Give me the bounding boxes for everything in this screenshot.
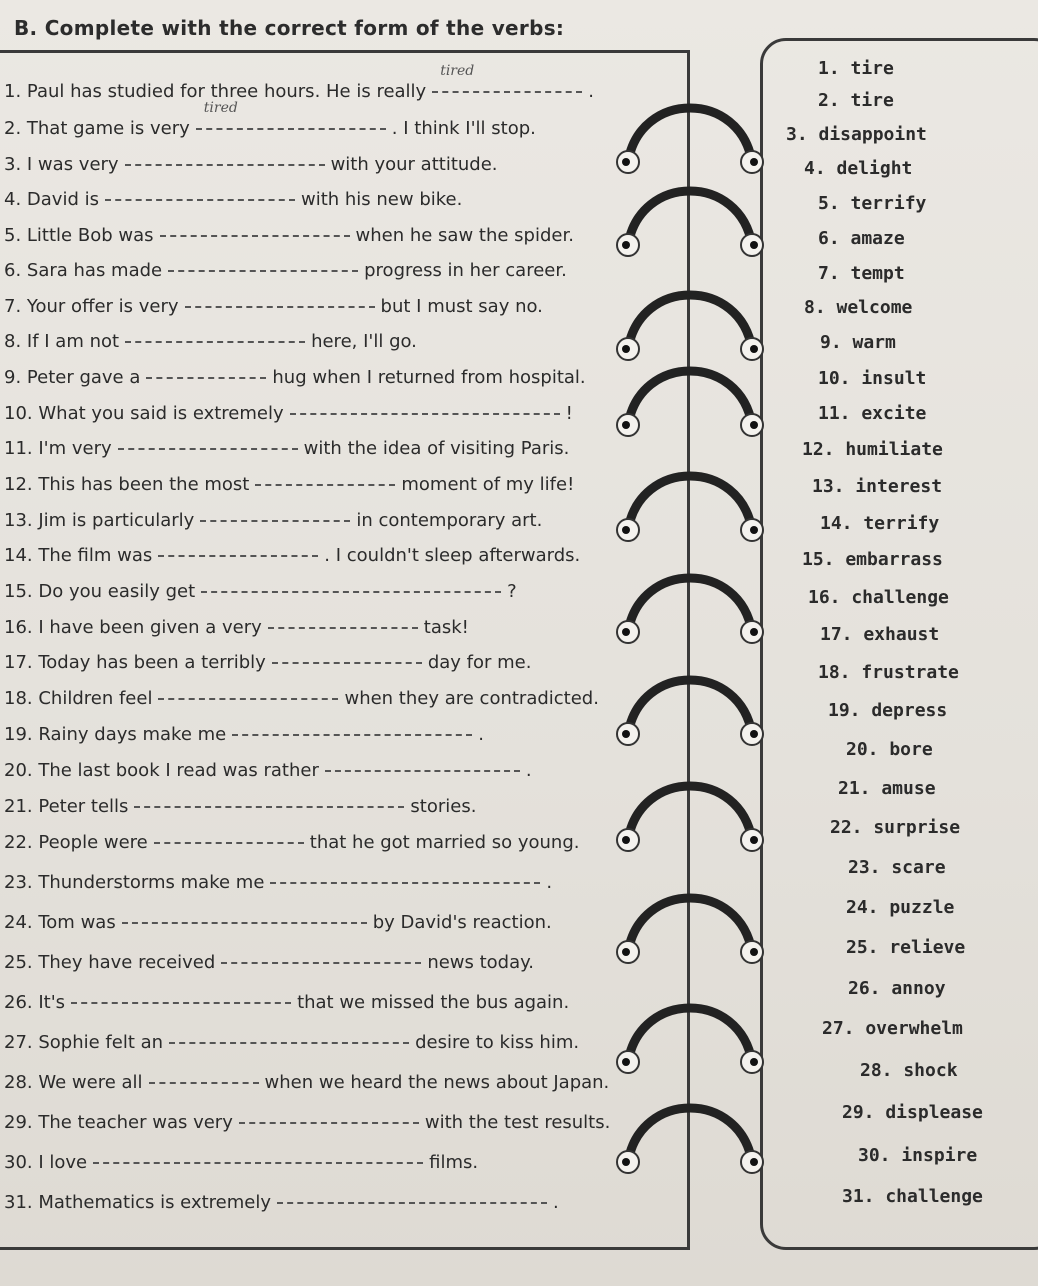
sentence-text-before: They have received xyxy=(38,952,216,973)
verb-item-7: 7. tempt xyxy=(818,263,905,284)
sentence-number: 11. xyxy=(4,438,39,459)
sentence-text-before: People were xyxy=(38,832,148,853)
sentence-text-after: task! xyxy=(423,617,469,638)
sentence-number: 6. xyxy=(4,260,27,281)
sentence-text-before: The teacher was very xyxy=(38,1112,233,1133)
sentence-text-before: Today has been a terribly xyxy=(38,652,266,673)
sentence-text-after: . I couldn't sleep afterwards. xyxy=(324,545,581,566)
sentence-16 xyxy=(4,617,469,638)
sentence-text-before: The film was xyxy=(38,545,153,566)
answer-blank[interactable] xyxy=(271,1192,553,1213)
sentence-20 xyxy=(4,760,532,781)
sentence-number: 12. xyxy=(4,474,39,495)
sentence-text-after: but I must say no. xyxy=(380,296,543,317)
sentence-4 xyxy=(4,189,462,210)
sentence-text-after: stories. xyxy=(410,796,477,817)
answer-blank[interactable] xyxy=(128,796,410,817)
sentence-text-after: . xyxy=(546,872,553,893)
answer-blank[interactable] xyxy=(249,474,401,495)
verb-item-21: 21. amuse xyxy=(838,778,936,799)
sentence-text-before: Mathematics is extremely xyxy=(38,1192,271,1213)
sentence-text-after: when he saw the spider. xyxy=(355,225,574,246)
sentence-text-before: What you said is extremely xyxy=(38,403,284,424)
sentence-text-after: with the idea of visiting Paris. xyxy=(303,438,570,459)
verb-item-23: 23. scare xyxy=(848,857,946,878)
sentence-10 xyxy=(4,403,573,424)
verb-item-9: 9. warm xyxy=(820,332,896,353)
binding-hole-center xyxy=(750,421,758,429)
verb-item-2: 2. tire xyxy=(818,90,894,111)
sentence-text-after: desire to kiss him. xyxy=(415,1032,580,1053)
sentence-number: 1. xyxy=(4,81,27,102)
sentence-text-before: Your offer is very xyxy=(26,296,179,317)
answer-blank[interactable] xyxy=(163,1032,415,1053)
answer-blank[interactable] xyxy=(143,1072,265,1093)
sentence-number: 23. xyxy=(4,872,39,893)
sentence-28 xyxy=(4,1072,609,1093)
sentence-text-before: The last book I read was rather xyxy=(38,760,319,781)
sentence-text-after: . xyxy=(588,81,594,102)
handwritten-answer: tired xyxy=(440,63,475,79)
binding-hole-center xyxy=(750,526,758,534)
sentence-text-after: news today. xyxy=(427,952,534,973)
verb-item-27: 27. overwhelm xyxy=(822,1018,963,1039)
sentence-8 xyxy=(4,331,417,352)
sentence-text-before: It's xyxy=(38,992,66,1013)
answer-blank[interactable] xyxy=(194,510,356,531)
verb-item-11: 11. excite xyxy=(818,403,927,424)
sentence-1 xyxy=(4,63,594,102)
sentence-text-after: ? xyxy=(507,581,517,602)
binding-hole-center xyxy=(750,241,758,249)
verb-item-1: 1. tire xyxy=(818,58,894,79)
sentence-number: 10. xyxy=(4,403,39,424)
sentence-number: 20. xyxy=(4,760,39,781)
sentence-11 xyxy=(4,438,569,459)
sentence-number: 2. xyxy=(4,118,27,139)
verb-item-31: 31. challenge xyxy=(842,1186,983,1207)
verb-item-30: 30. inspire xyxy=(858,1145,978,1166)
sentence-text-before: Rainy days make me xyxy=(38,724,227,745)
sentence-text-before: I love xyxy=(38,1152,88,1173)
sentence-13 xyxy=(4,510,542,531)
answer-blank[interactable] xyxy=(140,367,272,388)
sentence-text-after: when we heard the news about Japan. xyxy=(264,1072,610,1093)
sentence-25 xyxy=(4,952,534,973)
sentence-text-before: I have been given a very xyxy=(38,617,262,638)
verb-item-28: 28. shock xyxy=(860,1060,958,1081)
answer-blank[interactable] xyxy=(65,992,297,1013)
binding-hole-center xyxy=(750,1158,758,1166)
sentence-text-before: Little Bob was xyxy=(26,225,154,246)
answer-blank[interactable] xyxy=(262,617,424,638)
binding-hole-center xyxy=(750,158,758,166)
sentence-17 xyxy=(4,652,531,673)
verb-item-5: 5. terrify xyxy=(818,193,927,214)
verb-item-20: 20. bore xyxy=(846,739,933,760)
sentence-text-before: I was very xyxy=(26,154,119,175)
sentence-number: 8. xyxy=(4,331,27,352)
verb-item-29: 29. displease xyxy=(842,1102,983,1123)
sentence-2 xyxy=(4,100,536,139)
verb-item-26: 26. annoy xyxy=(848,978,946,999)
sentence-30 xyxy=(4,1152,478,1173)
verb-item-15: 15. embarrass xyxy=(802,549,943,570)
sentence-number: 31. xyxy=(4,1192,39,1213)
sentence-12 xyxy=(4,474,574,495)
sentence-text-before: I'm very xyxy=(38,438,112,459)
answer-blank[interactable] xyxy=(266,652,428,673)
sentence-15 xyxy=(4,581,517,602)
answer-blank[interactable] xyxy=(87,1152,429,1173)
answer-blank[interactable] xyxy=(148,832,310,853)
answer-blank[interactable] xyxy=(162,260,364,281)
sentence-number: 16. xyxy=(4,617,39,638)
sentence-text-after: with his new bike. xyxy=(300,189,463,210)
verb-item-10: 10. insult xyxy=(818,368,927,389)
answer-blank[interactable] xyxy=(119,331,311,352)
verb-item-17: 17. exhaust xyxy=(820,624,940,645)
answer-blank[interactable] xyxy=(426,63,588,102)
sentence-7 xyxy=(4,296,543,317)
sentence-number: 18. xyxy=(4,688,39,709)
sentence-text-after: day for me. xyxy=(427,652,532,673)
sentence-31 xyxy=(4,1192,559,1213)
sentence-number: 14. xyxy=(4,545,39,566)
sentence-text-before: Children feel xyxy=(38,688,153,709)
sentence-text-after: when they are contradicted. xyxy=(344,688,599,709)
verb-item-13: 13. interest xyxy=(812,476,943,497)
sentence-text-after: . xyxy=(478,724,484,745)
verb-item-19: 19. depress xyxy=(828,700,948,721)
answer-blank[interactable] xyxy=(119,154,331,175)
sentence-text-after: moment of my life! xyxy=(401,474,575,495)
sentence-number: 5. xyxy=(4,225,27,246)
sentence-text-after: with your attitude. xyxy=(330,154,498,175)
sentence-text-before: We were all xyxy=(38,1072,143,1093)
sentence-text-before: Tom was xyxy=(38,912,116,933)
sentence-number: 19. xyxy=(4,724,39,745)
sentence-number: 27. xyxy=(4,1032,39,1053)
answer-blank[interactable] xyxy=(284,403,566,424)
sentence-22 xyxy=(4,832,579,853)
binding-hole-center xyxy=(750,628,758,636)
sentence-21 xyxy=(4,796,476,817)
sentence-text-before: If I am not xyxy=(26,331,120,352)
answer-blank[interactable] xyxy=(154,225,356,246)
sentence-number: 4. xyxy=(4,189,27,210)
verb-item-14: 14. terrify xyxy=(820,513,940,534)
answer-blank[interactable] xyxy=(152,545,324,566)
sentence-text-after: that we missed the bus again. xyxy=(297,992,570,1013)
sentence-text-before: David is xyxy=(26,189,99,210)
sentence-text-after: films. xyxy=(429,1152,479,1173)
sentence-text-after: . xyxy=(525,760,532,781)
sentence-number: 13. xyxy=(4,510,39,531)
verb-item-22: 22. surprise xyxy=(830,817,961,838)
sentence-text-after: . I think I'll stop. xyxy=(391,118,536,139)
sentence-3 xyxy=(4,154,498,175)
sentence-5 xyxy=(4,225,574,246)
sentence-text-after: by David's reaction. xyxy=(372,912,552,933)
sentence-18 xyxy=(4,688,599,709)
answer-blank[interactable] xyxy=(319,760,526,781)
sentence-number: 21. xyxy=(4,796,39,817)
verb-item-24: 24. puzzle xyxy=(846,897,955,918)
sentence-text-before: Do you easily get xyxy=(38,581,196,602)
binding-hole-center xyxy=(750,730,758,738)
sentence-number: 30. xyxy=(4,1152,39,1173)
binding-hole-center xyxy=(750,836,758,844)
sentence-text-before: Sara has made xyxy=(26,260,163,281)
verb-item-25: 25. relieve xyxy=(846,937,966,958)
sentence-number: 7. xyxy=(4,296,27,317)
answer-blank[interactable] xyxy=(190,100,392,139)
sentence-number: 29. xyxy=(4,1112,39,1133)
sentence-19 xyxy=(4,724,484,745)
answer-blank[interactable] xyxy=(264,872,546,893)
sentence-text-before: Paul has studied for three hours. He is really xyxy=(26,81,427,102)
answer-blank[interactable] xyxy=(215,952,427,973)
sentence-number: 17. xyxy=(4,652,39,673)
answer-blank[interactable] xyxy=(99,189,301,210)
sentence-23 xyxy=(4,872,552,893)
sentence-text-after: progress in her career. xyxy=(364,260,567,281)
sentence-text-after: with the test results. xyxy=(424,1112,611,1133)
sentence-14 xyxy=(4,545,580,566)
answer-blank[interactable] xyxy=(233,1112,425,1133)
binding-hole-center xyxy=(750,948,758,956)
sentence-6 xyxy=(4,260,567,281)
sentence-text-before: Peter tells xyxy=(38,796,129,817)
sentence-number: 24. xyxy=(4,912,39,933)
handwritten-answer: tired xyxy=(203,100,238,116)
sentence-text-after: ! xyxy=(565,403,573,424)
verb-item-18: 18. frustrate xyxy=(818,662,959,683)
sentence-9 xyxy=(4,367,586,388)
sentence-text-after: that he got married so young. xyxy=(309,832,580,853)
binding-hole-center xyxy=(750,1058,758,1066)
sentence-text-before: That game is very xyxy=(26,118,190,139)
sentence-number: 3. xyxy=(4,154,27,175)
verb-item-4: 4. delight xyxy=(804,158,913,179)
answer-blank[interactable] xyxy=(195,581,507,602)
sentence-text-before: Sophie felt an xyxy=(38,1032,164,1053)
sentence-27 xyxy=(4,1032,579,1053)
verb-item-8: 8. welcome xyxy=(804,297,913,318)
answer-blank[interactable] xyxy=(116,912,373,933)
verb-item-6: 6. amaze xyxy=(818,228,905,249)
exercise-heading: B. Complete with the correct form of the verbs: xyxy=(14,16,565,40)
answer-blank[interactable] xyxy=(152,688,344,709)
binding-hole-center xyxy=(750,345,758,353)
sentence-29 xyxy=(4,1112,610,1133)
verb-item-16: 16. challenge xyxy=(808,587,949,608)
answer-blank[interactable] xyxy=(112,438,304,459)
sentence-text-before: Peter gave a xyxy=(26,367,141,388)
sentence-text-before: Jim is particularly xyxy=(38,510,195,531)
sentence-number: 25. xyxy=(4,952,39,973)
sentence-number: 9. xyxy=(4,367,27,388)
sentence-text-before: Thunderstorms make me xyxy=(38,872,265,893)
sentence-number: 15. xyxy=(4,581,39,602)
sentence-26 xyxy=(4,992,569,1013)
verb-item-12: 12. humiliate xyxy=(802,439,943,460)
sentence-24 xyxy=(4,912,552,933)
sentence-text-after: hug when I returned from hospital. xyxy=(272,367,586,388)
sentence-number: 26. xyxy=(4,992,39,1013)
sentence-number: 28. xyxy=(4,1072,39,1093)
sentence-text-after: . xyxy=(553,1192,559,1213)
answer-blank[interactable] xyxy=(179,296,381,317)
answer-blank[interactable] xyxy=(226,724,478,745)
verb-item-3: 3. disappoint xyxy=(786,124,927,145)
sentence-text-before: This has been the most xyxy=(38,474,250,495)
sentence-text-after: here, I'll go. xyxy=(311,331,417,352)
sentence-text-after: in contemporary art. xyxy=(356,510,543,531)
sentence-number: 22. xyxy=(4,832,39,853)
